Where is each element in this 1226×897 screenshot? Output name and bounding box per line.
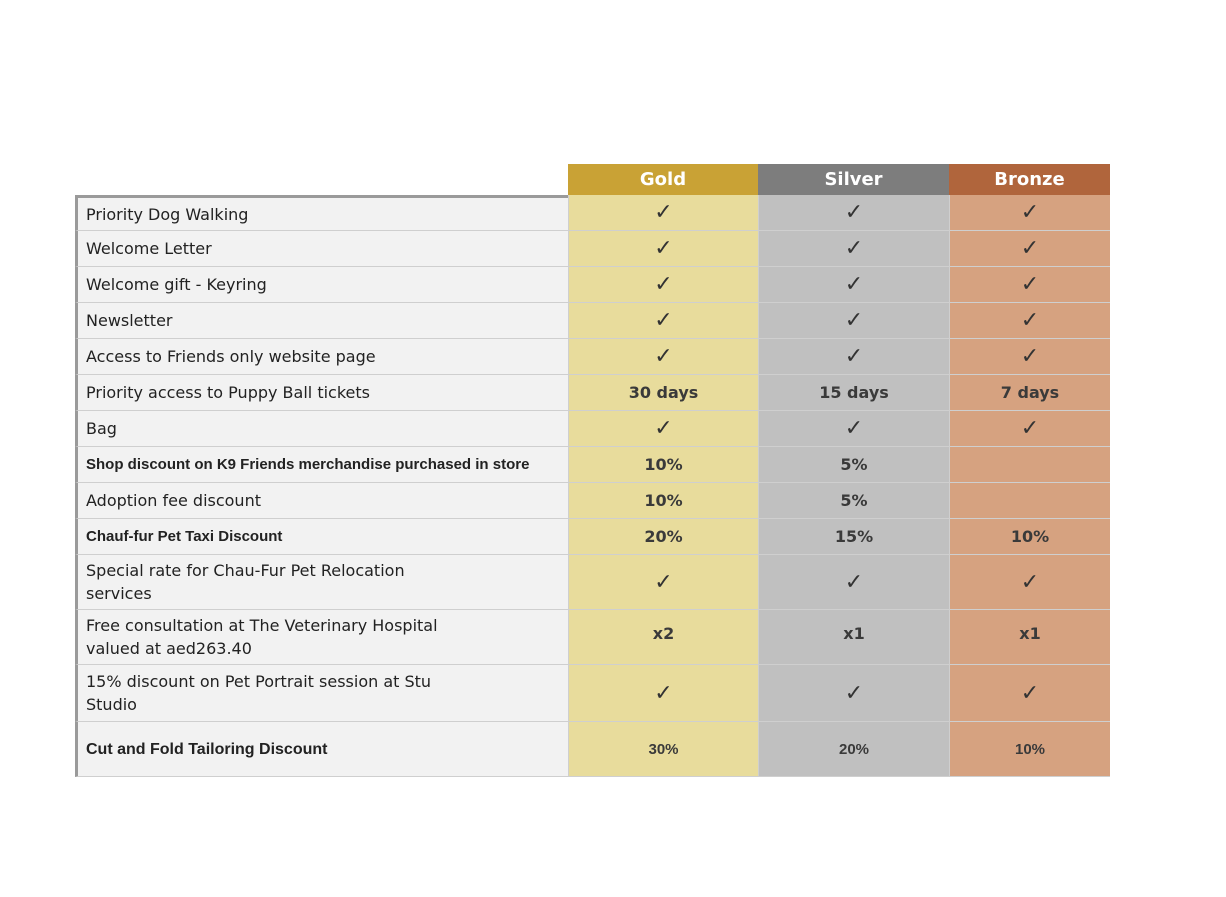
row-label: Newsletter (75, 303, 568, 339)
silver-value: x1 (758, 610, 949, 665)
silver-value: 5% (758, 447, 949, 483)
check-icon: ✓ (758, 195, 949, 231)
header-bronze: Bronze (949, 164, 1110, 195)
row-label: 15% discount on Pet Portrait session at Stu Studio (86, 672, 432, 714)
check-icon: ✓ (568, 665, 758, 722)
row-label: Cut and Fold Tailoring Discount (75, 722, 568, 777)
check-icon: ✓ (949, 411, 1110, 447)
check-icon: ✓ (568, 411, 758, 447)
check-icon: ✓ (568, 555, 758, 610)
bronze-value: 10% (949, 722, 1110, 777)
check-icon: ✓ (949, 339, 1110, 375)
gold-value: 20% (568, 519, 758, 555)
bronze-value: 10% (949, 519, 1110, 555)
check-icon: ✓ (949, 665, 1110, 722)
check-icon: ✓ (758, 411, 949, 447)
check-icon: ✓ (568, 303, 758, 339)
row-label-cell (75, 555, 568, 610)
row-label: Priority access to Puppy Ball tickets (75, 375, 568, 411)
check-icon: ✓ (758, 303, 949, 339)
silver-value: 15% (758, 519, 949, 555)
gold-value: 10% (568, 447, 758, 483)
row-label-cell (75, 665, 568, 722)
row-label: Priority Dog Walking (75, 195, 568, 231)
silver-value: 5% (758, 483, 949, 519)
gold-value: x2 (568, 610, 758, 665)
check-icon: ✓ (949, 195, 1110, 231)
silver-value: 15 days (758, 375, 949, 411)
row-label: Adoption fee discount (75, 483, 568, 519)
check-icon: ✓ (949, 303, 1110, 339)
header-blank (75, 164, 568, 195)
row-label: Bag (75, 411, 568, 447)
row-label: Chauf-fur Pet Taxi Discount (75, 519, 568, 555)
row-label: Special rate for Chau-Fur Pet Relocation services (86, 561, 405, 603)
bronze-value: x1 (949, 610, 1110, 665)
check-icon: ✓ (758, 555, 949, 610)
silver-value: 20% (758, 722, 949, 777)
row-label-cell (75, 610, 568, 665)
check-icon: ✓ (949, 267, 1110, 303)
header-gold: Gold (568, 164, 758, 195)
bronze-value (949, 483, 1110, 519)
check-icon: ✓ (568, 339, 758, 375)
gold-value: 30 days (568, 375, 758, 411)
check-icon: ✓ (758, 231, 949, 267)
gold-value: 30% (568, 722, 758, 777)
check-icon: ✓ (758, 267, 949, 303)
check-icon: ✓ (949, 231, 1110, 267)
row-label: Free consultation at The Veterinary Hospital valued at aed263.40 (86, 616, 438, 658)
bronze-value: 7 days (949, 375, 1110, 411)
header-silver: Silver (758, 164, 949, 195)
row-label: Access to Friends only website page (75, 339, 568, 375)
row-label: Welcome gift - Keyring (75, 267, 568, 303)
check-icon: ✓ (568, 231, 758, 267)
gold-value: 10% (568, 483, 758, 519)
row-label: Shop discount on K9 Friends merchandise purchased in store (75, 447, 568, 483)
row-label: Welcome Letter (75, 231, 568, 267)
bronze-value (949, 447, 1110, 483)
check-icon: ✓ (949, 555, 1110, 610)
check-icon: ✓ (568, 267, 758, 303)
membership-comparison-table (75, 164, 1110, 777)
check-icon: ✓ (758, 665, 949, 722)
check-icon: ✓ (758, 339, 949, 375)
check-icon: ✓ (568, 195, 758, 231)
